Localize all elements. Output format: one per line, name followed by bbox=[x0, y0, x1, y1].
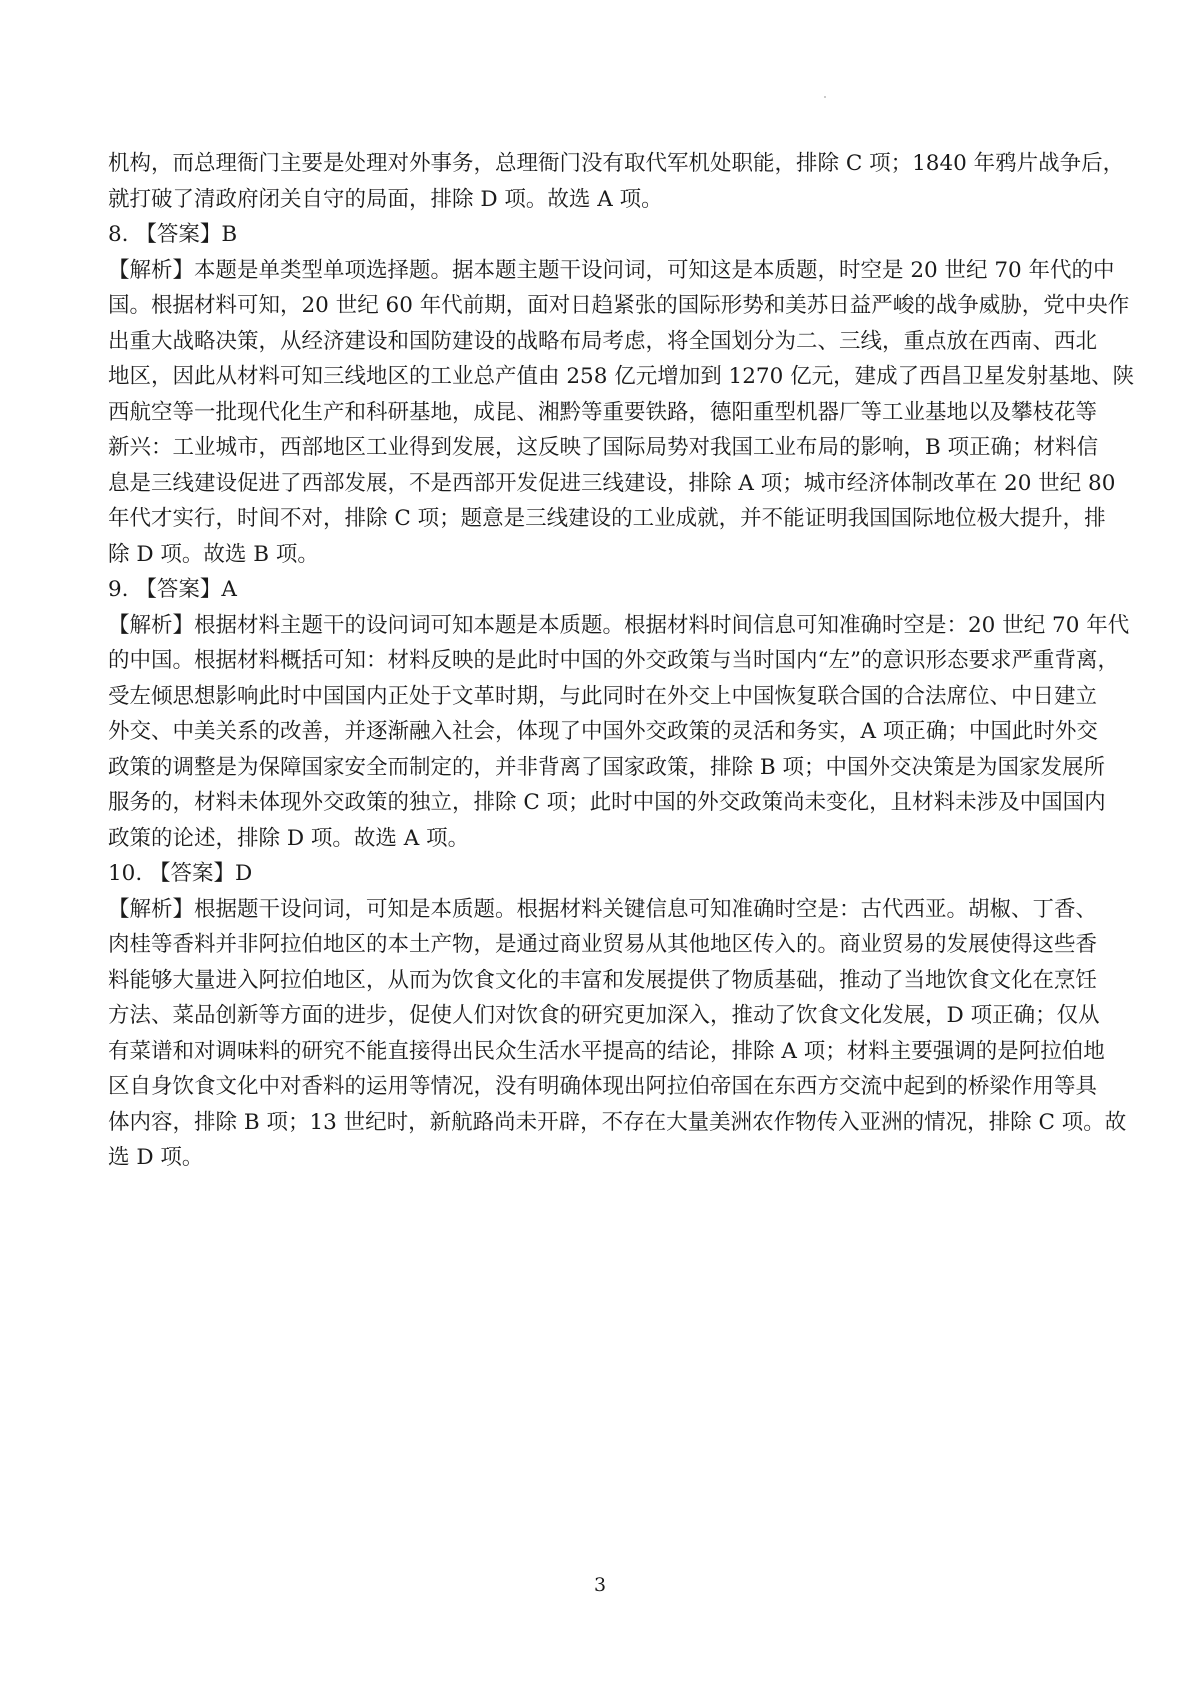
intro-line-1: 机构，而总理衙门主要是处理对外事务，总理衙门没有取代军机处职能，排除 C 项；1840 年鸦片战争后， bbox=[108, 151, 1125, 176]
q8-line-7: 息是三线建设促进了西部发展，不是西部开发促进三线建设，排除 A 项；城市经济体制改革在 20 世纪 80 bbox=[108, 470, 1116, 496]
q9-line-6: 服务的，材料未体现外交政策的独立，排除 C 项；此时中国的外交政策尚未变化，且材料未涉及中国国内 bbox=[108, 790, 1106, 815]
q10-line-5: 有菜谱和对调味料的研究不能直接得出民众生活水平提高的结论，排除 A 项；材料主要强调的是阿拉伯地 bbox=[108, 1038, 1105, 1064]
q8-line-1: 【解析】本题是单类型单项选择题。据本题主题干设问词，可知这是本质题，时空是 20 世纪 70 年代的中 bbox=[108, 257, 1115, 283]
scan-speck bbox=[824, 96, 826, 98]
q10-answer: 10. 【答案】D bbox=[108, 861, 253, 886]
q9-line-3: 受左倾思想影响此时中国国内正处于文革时期，与此同时在外交上中国恢复联合国的合法席位、中日建立 bbox=[108, 683, 1098, 709]
q9-line-2: 的中国。根据材料概括可知：材料反映的是此时中国的外交政策与当时国内“左”的意识形态要求严重背离， bbox=[108, 648, 1119, 673]
q8-line-9: 除 D 项。故选 B 项。 bbox=[108, 541, 319, 567]
q8-line-8: 年代才实行，时间不对，排除 C 项；题意是三线建设的工业成就，并不能证明我国国际地位极大提升，排 bbox=[108, 506, 1106, 531]
q10-line-7: 体内容，排除 B 项；13 世纪时，新航路尚未开辟，不存在大量美洲农作物传入亚洲的情况，排除 C 项。故 bbox=[108, 1109, 1127, 1135]
q9-line-5: 政策的调整是为保障国家安全而制定的，并非背离了国家政策，排除 B 项；中国外交决策是为国家发展所 bbox=[108, 754, 1105, 780]
q8-line-6: 新兴：工业城市，西部地区工业得到发展，这反映了国际局势对我国工业布局的影响，B 项正确；材料信 bbox=[108, 435, 1099, 460]
question-9-section bbox=[108, 572, 1130, 856]
q9-line-1: 【解析】根据材料主题干的设问词可知本题是本质题。根据材料时间信息可知准确时空是：20 世纪 70 年代 bbox=[108, 612, 1130, 638]
q10-line-6: 区自身饮食文化中对香料的运用等情况，没有明确体现出阿拉伯帝国在东西方交流中起到的桥梁作用等具 bbox=[108, 1074, 1098, 1099]
q9-line-4: 外交、中美关系的改善，并逐渐融入社会，体现了中国外交政策的灵活和务实，A 项正确；中国此时外交 bbox=[108, 719, 1098, 744]
page-number: 3 bbox=[593, 1574, 607, 1596]
q10-line-4: 方法、菜品创新等方面的进步，促使人们对饮食的研究更加深入，推动了饮食文化发展，D 项正确；仅从 bbox=[108, 1003, 1100, 1028]
intro-line-2: 就打破了清政府闭关自守的局面，排除 D 项。故选 A 项。 bbox=[108, 186, 663, 212]
q10-line-8: 选 D 项。 bbox=[108, 1145, 204, 1170]
q10-line-1: 【解析】根据题干设问词，可知是本质题。根据材料关键信息可知准确时空是：古代西亚。胡椒、丁香、 bbox=[108, 896, 1098, 922]
q8-line-5: 西航空等一批现代化生产和科研基地，成昆、湘黔等重要铁路，德阳重型机器厂等工业基地以及攀枝花等 bbox=[108, 399, 1098, 425]
q9-line-7: 政策的论述，排除 D 项。故选 A 项。 bbox=[108, 825, 470, 851]
q10-line-2: 肉桂等香料并非阿拉伯地区的本土产物，是通过商业贸易从其他地区传入的。商业贸易的发展使得这些香 bbox=[108, 932, 1098, 957]
q8-line-3: 出重大战略决策，从经济建设和国防建设的战略布局考虑，将全国划分为二、三线，重点放在西南、西北 bbox=[108, 328, 1098, 354]
q8-line-2: 国。根据材料可知，20 世纪 60 年代前期，面对日趋紧张的国际形势和美苏日益严峻的战争威胁，党中央作 bbox=[108, 293, 1130, 318]
question-8-section bbox=[108, 217, 1135, 572]
q9-answer: 9. 【答案】A bbox=[108, 577, 237, 602]
q8-answer: 8. 【答案】B bbox=[108, 222, 238, 247]
q8-line-4: 地区，因此从材料可知三线地区的工业总产值由 258 亿元增加到 1270 亿元，建成了西昌卫星发射基地、陕 bbox=[108, 364, 1135, 389]
q10-line-3: 料能够大量进入阿拉伯地区，从而为饮食文化的丰富和发展提供了物质基础，推动了当地饮食文化在烹饪 bbox=[108, 967, 1098, 993]
question-10-section bbox=[108, 856, 1127, 1176]
document-body bbox=[108, 146, 1135, 1176]
intro-section bbox=[108, 146, 1125, 217]
